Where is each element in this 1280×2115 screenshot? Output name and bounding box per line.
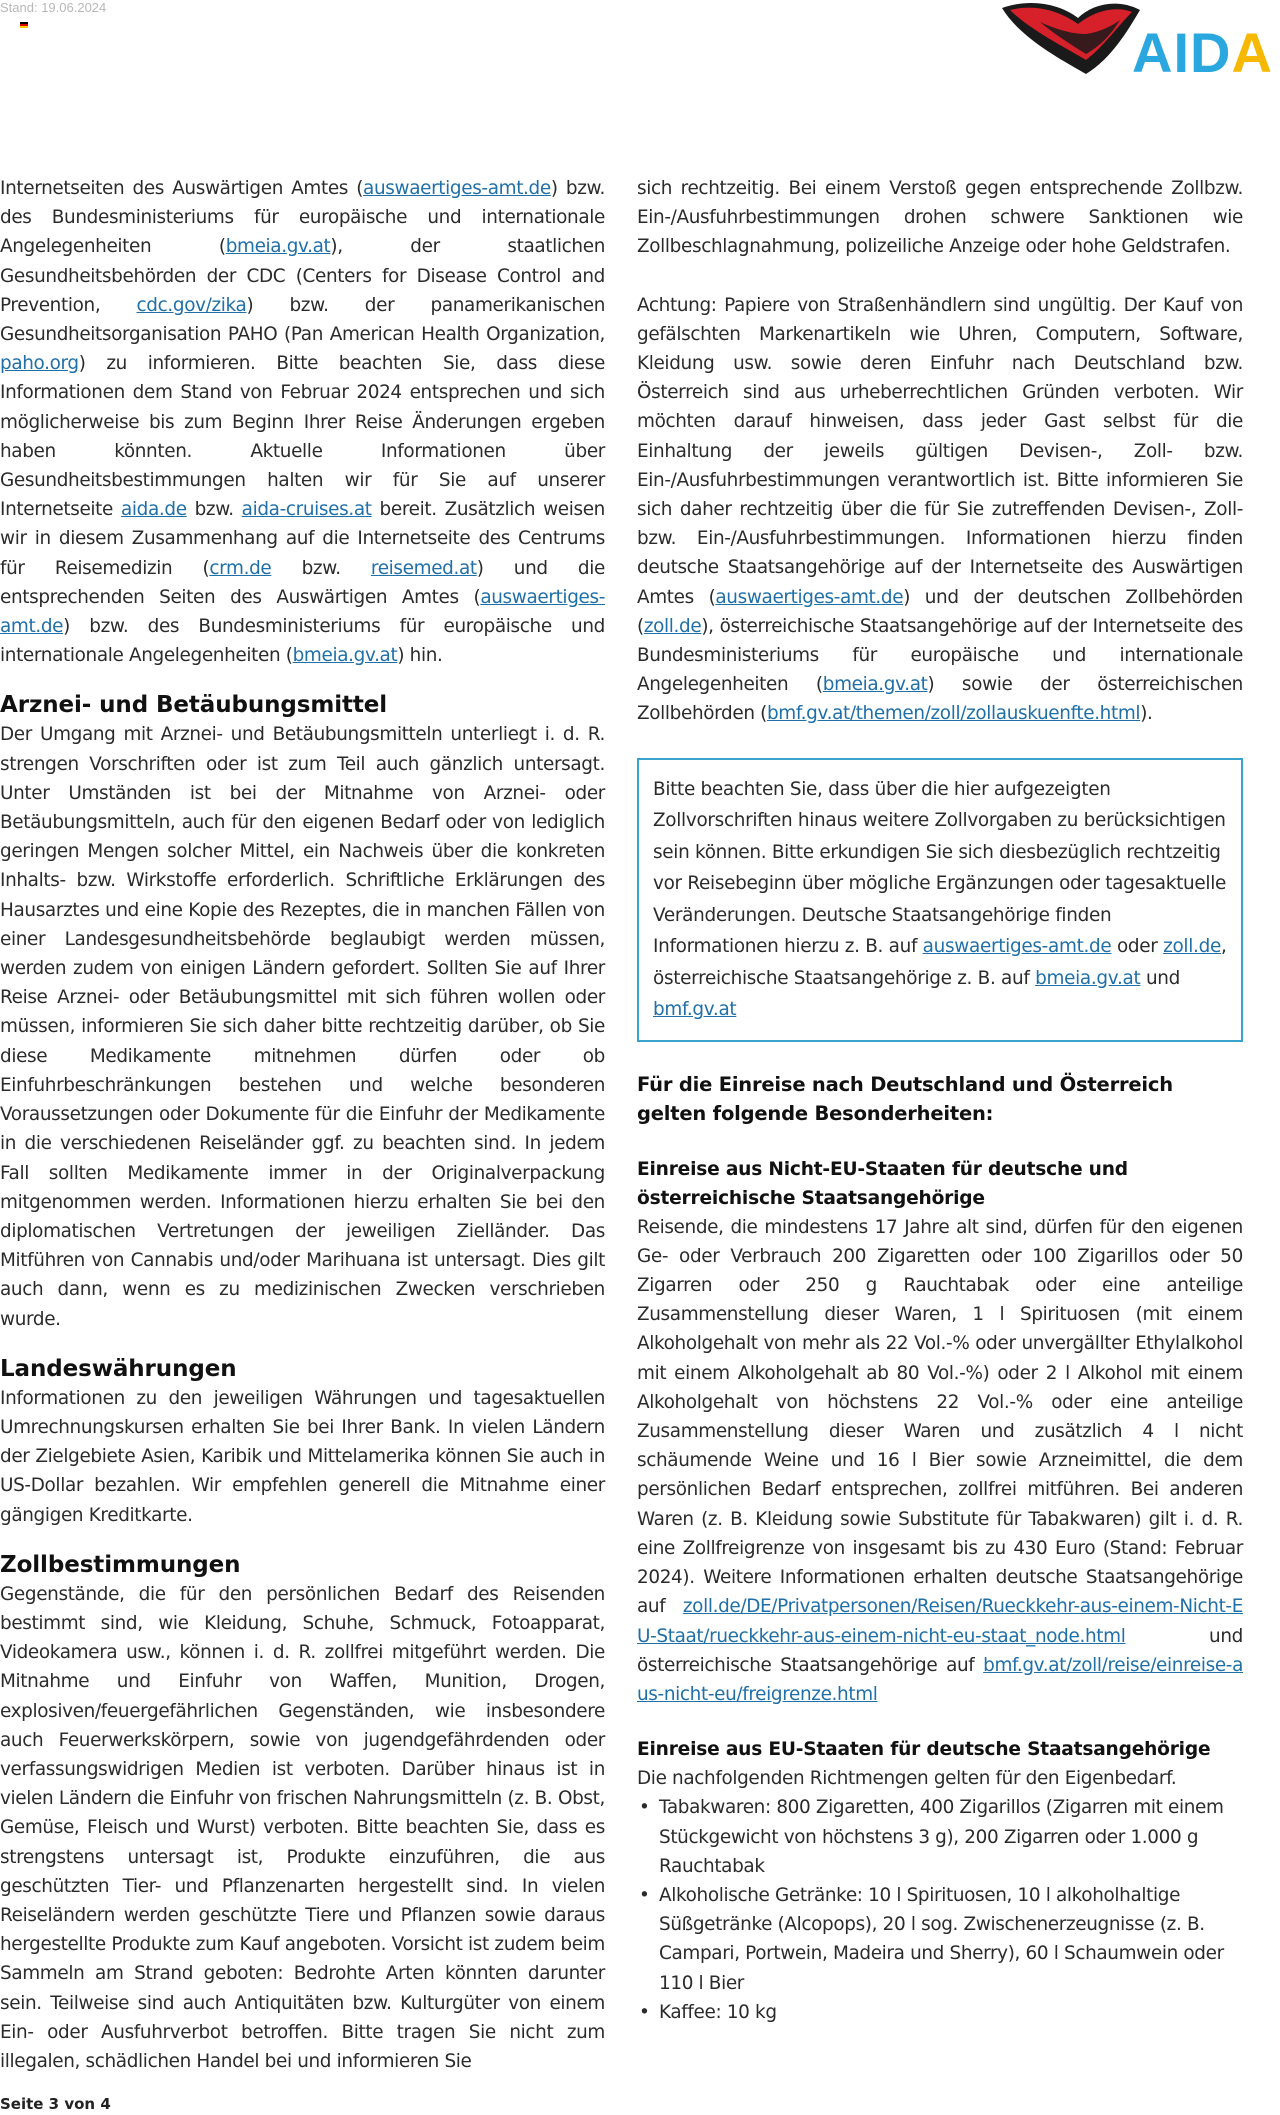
link-bmeia-4[interactable]: bmeia.gv.at [1035, 967, 1141, 989]
heading-besonderheiten: Für die Einreise nach Deutschland und Österreich gelten folgende Besonderheiten: [637, 1072, 1173, 1125]
link-bmf-freigrenze[interactable]: bmf.gv.at/zoll/reise/einreise-aus-nicht-eu/freigrenze.html [637, 1654, 1243, 1705]
heading-waehrung: Landeswährungen [0, 1355, 237, 1382]
heading-eu: Einreise aus EU-Staaten für deutsche Staatsangehörige [637, 1739, 1211, 1761]
zoll-continued-paragraph: sich rechtzeitig. Bei einem Verstoß gegen entsprechende Zollbzw. Ein-/Ausfuhrbestimmungen drohen schwere Sanktionen wie Zollbeschlagnahmung, polizeiliche Anzeige oder hohe Geldstrafen. [637, 178, 1243, 258]
link-bmeia[interactable]: bmeia.gv.at [225, 236, 331, 258]
link-crm[interactable]: crm.de [209, 557, 272, 579]
link-zoll[interactable]: zoll.de [643, 615, 702, 637]
link-bmeia-3[interactable]: bmeia.gv.at [822, 674, 928, 696]
achtung-paragraph: Achtung: Papiere von Straßenhändlern sind ungültig. Der Kauf von gefälschten Markenartikeln wie Uhren, Computern, Software, Kleidung usw. sowie deren Einfuhr nach Deutschland bzw. Österreich sind aus urheberrechtlichen Gründen verboten. Wir möchten darauf hinweisen, dass jeder Gast selbst für die Einhaltung der jeweils gültigen Devisen-, Zoll- bzw. Ein-/Ausfuhrbestimmungen verantwortlich ist. Bitte informieren Sie sich daher rechtzeitig über die für Sie zutreffenden Devisen-, Zoll- bzw. Ein-/Ausfuhrbestimmungen. Informationen hierzu finden deutsche Staatsangehörige auf der Internetseite des Auswärtigen Amtes (auswaertiges-amt.de) und der deutschen Zollbehörden (zoll.de), österreichische Staatsangehörige auf der Internetseite des Bundesministeriums für europäische und internationale Angelegenheiten (bmeia.gv.at) sowie der österreichischen Zollbehörden (bmf.gv.at/themen/zoll/zollauskuenfte.html). [637, 294, 1243, 725]
link-aida-de[interactable]: aida.de [120, 499, 187, 521]
link-bmf-zollauskuenfte[interactable]: bmf.gv.at/themen/zoll/zollauskuenfte.html [766, 703, 1141, 725]
link-auswaertiges-amt-3[interactable]: auswaertiges-amt.de [715, 586, 904, 608]
list-item: • Tabakwaren: 800 Zigaretten, 400 Zigarillos (Zigarren mit einem Stückgewicht von höchstens 3 g), 200 Zigarren oder 1.000 g Rauchtabak [637, 1793, 1243, 1881]
de-flag-icon [20, 22, 28, 28]
link-bmeia-2[interactable]: bmeia.gv.at [292, 645, 398, 667]
link-zoll-2[interactable]: zoll.de [1163, 936, 1221, 958]
nicht-eu-paragraph: Reisende, die mindestens 17 Jahre alt sind, dürfen für den eigenen Ge- oder Verbrauch 200 Zigaretten oder 100 Zigarillos oder 50 Zigarren oder 250 g Rauchtabak oder eine anteilige Zusammenstellung dieser Waren, 1 l Spirituosen (mit einem Alkoholgehalt von mehr als 22 Vol.-% oder unvergällter Ethylalkohol mit einem Alkoholgehalt ab 80 Vol.-%) oder 2 l Alkohol mit einem Alkoholgehalt von höchstens 22 Vol.-% oder eine anteilige Zusammenstellung dieser Waren und zusätzlich 4 l nicht schäumende Weine und 16 l Bier sowie Arzneimittel, die dem persönlichen Bedarf entsprechen, zollfrei mitführen. Bei anderen Waren (z. B. Kleidung sowie Substitute für Tabakwaren) gilt i. d. R. eine Zollfreigrenze von insgesamt bis zu 430 Euro (Stand: Februar 2024). Weitere Informationen erhalten deutsche Staatsangehörige auf zoll.de/DE/Privatpersonen/Reisen/Rueckkehr-aus-einem-Nicht-EU-Staat/rueckkehr-aus-einem-nicht-eu-staat_node.html und österreichische Staatsangehörige auf bmf.gv.at/zoll/reise/einreise-aus-nicht-eu/freigrenze.html [637, 1216, 1243, 1705]
link-bmf[interactable]: bmf.gv.at [653, 999, 737, 1021]
notice-box [637, 758, 1243, 1042]
link-auswaertiges-amt-2[interactable]: auswaertiges-amt.de [0, 586, 605, 638]
intro-paragraph: Internetseiten des Auswärtigen Amtes (auswaertiges-amt.de) bzw. des Bundesministeriums für europäische und internationale Angelegenheiten (bmeia.gv.at), der staatlichen Gesundheitsbehörden der CDC (Centers for Disease Control and Prevention, cdc.gov/zika) bzw. der panamerikanischen Gesundheitsorganisation PAHO (Pan American Health Organization, paho.org) zu informieren. Bitte beachten Sie, dass diese Informationen dem Stand von Februar 2024 entsprechen und sich möglicherweise bis zum Beginn Ihrer Reise Änderungen ergeben haben könnten. Aktuelle Informationen über Gesundheitsbestimmungen halten wir für Sie auf unserer Internetseite aida.de bzw. aida-cruises.at bereit. Zusätzlich weisen wir in diesem Zusammenhang auf die Internetseite des Centrums für Reisemedizin (crm.de bzw. reisemed.at) und die entsprechenden Seiten des Auswärtigen Amtes (auswaertiges-amt.de) bzw. des Bundesministeriums für europäische und internationale Angelegenheiten (bmeia.gv.at) hin. [0, 178, 606, 667]
link-paho[interactable]: paho.org [0, 353, 79, 375]
notice-text: Bitte beachten Sie, dass über die hier aufgezeigten Zollvorschriften hinaus weitere Zollvorgaben zu berücksichtigen sein können. Bitte erkundigen Sie sich diesbezüglich rechtzeitig vor Reisebeginn über mögliche Ergänzungen oder tagesaktuelle Veränderungen. Deutsche Staatsangehörige finden Informationen hierzu z. B. auf auswaertiges-amt.de oder zoll.de, österreichische Staatsangehörige z. B. auf bmeia.gv.at und bmf.gv.at [653, 778, 1227, 1021]
right-column [637, 174, 1243, 2027]
left-column [0, 174, 605, 2076]
link-cdc-zika[interactable]: cdc.gov/zika [136, 294, 247, 316]
link-reisemed[interactable]: reisemed.at [370, 557, 477, 579]
eu-intro: Die nachfolgenden Richtmengen gelten für den Eigenbedarf. [637, 1768, 1177, 1790]
aida-logo [1000, 0, 1280, 80]
eu-list [637, 1793, 1243, 2027]
heading-zoll: Zollbestimmungen [0, 1551, 241, 1578]
page-number: Seite 3 von 4 [0, 2095, 111, 2113]
link-aida-cruises[interactable]: aida-cruises.at [241, 499, 372, 521]
list-item: • Alkoholische Getränke: 10 l Spirituosen, 10 l alkoholhaltige Süßgetränke (Alcopops), 20 l sog. Zwischenerzeugnisse (z. B. Campari, Portwein, Madeira und Sherry), 60 l Schaumwein oder 110 l Bier [637, 1881, 1243, 1998]
heading-arznei: Arznei- und Betäubungsmittel [0, 692, 388, 719]
zoll-paragraph: Gegenstände, die für den persönlichen Bedarf des Reisenden bestimmt sind, wie Kleidung, Schuhe, Schmuck, Fotoapparat, Videokamera usw., können i. d. R. zollfrei mitgeführt werden. Die Mitnahme und Einfuhr von Waffen, Munition, Drogen, explosiven/feuergefährlichen Gegenständen, wie insbesondere auch Feuerwerkskörpern, sowie von jugendgefährdenden oder verfassungswidrigen Medien ist verboten. Darüber hinaus ist in vielen Ländern die Einfuhr von frischen Nahrungsmitteln (z. B. Obst, Gemüse, Fleisch und Wurst) verboten. Bitte beachten Sie, dass es strengstens untersagt ist, Produkte einzuführen, die aus geschützten Tier- und Pflanzenarten hergestellt sind. In vielen Reiseländern werden geschützte Tiere und Pflanzen sowie daraus hergestellte Produkte zum Kauf angeboten. Vorsicht ist zudem beim Sammeln am Strand geboten: Bedrohte Arten könnten darunter sein. Teilweise sind auch Antiquitäten bzw. Kulturgüter von einem Ein- oder Ausfuhrverbot betroffen. Bitte tragen Sie nicht zum illegalen, schädlichen Handel bei und informieren Sie [0, 1583, 605, 2072]
link-zoll-nicht-eu[interactable]: zoll.de/DE/Privatpersonen/Reisen/Rueckkehr-aus-einem-Nicht-EU-Staat/rueckkehr-aus-einem-nicht-eu-staat_node.html [637, 1596, 1243, 1647]
link-auswaertiges-amt[interactable]: auswaertiges-amt.de [363, 178, 551, 199]
arznei-paragraph: Der Umgang mit Arznei- und Betäubungsmitteln unterliegt i. d. R. strengen Vorschriften oder ist zum Teil auch gänzlich untersagt. Unter Umständen ist bei der Mitnahme von Arznei- oder Betäubungsmitteln, auch für den eigenen Bedarf oder von lediglich geringen Mengen solcher Mittel, ein Nachweis über die konkreten Inhalts- bzw. Wirkstoffe erforderlich. Schriftliche Erklärungen des Hausarztes und eine Kopie des Rezeptes, die in manchen Fällen von einer Landesgesundheitsbehörde beglaubigt werden müssen, werden zudem von einigen Ländern gefordert. Sollten Sie auf Ihrer Reise Arznei- oder Betäubungsmittel mit sich führen wollen oder müssen, informieren Sie sich daher bitte rechtzeitig darüber, ob Sie diese Medikamente mitnehmen dürfen oder ob Einfuhrbeschränkungen bestehen und welche besonderen Voraussetzungen oder Dokumente für die Einfuhr der Medikamente in die verschiedenen Reiseländer ggf. zu beachten sind. In jedem Fall sollten Medikamente immer in der Originalverpackung mitgenommen werden. Informationen hierzu erhalten Sie bei den diplomatischen Vertretungen der jeweiligen Zielländer. Das Mitführen von Cannabis und/oder Marihuana ist untersagt. Dies gilt auch dann, wenn es zu medizinischen Zwecken verschrieben wurde. [0, 724, 605, 1330]
logo-text: AIDA [1132, 21, 1273, 80]
list-item: • Kaffee: 10 kg [637, 1998, 1243, 2027]
waehrung-paragraph: Informationen zu den jeweiligen Währungen und tagesaktuellen Umrechnungskursen erhalten Sie bei Ihrer Bank. In vielen Ländern der Zielgebiete Asien, Karibik und Mittelamerika können Sie auch in US-Dollar bezahlen. Wir empfehlen generell die Mitnahme einer gängigen Kreditkarte. [0, 1387, 605, 1526]
link-auswaertiges-amt-4[interactable]: auswaertiges-amt.de [922, 936, 1112, 958]
heading-nicht-eu: Einreise aus Nicht-EU-Staaten für deutsche und österreichische Staatsangehörige [637, 1158, 1128, 1209]
stand-date: Stand: 19.06.2024 [0, 0, 107, 15]
